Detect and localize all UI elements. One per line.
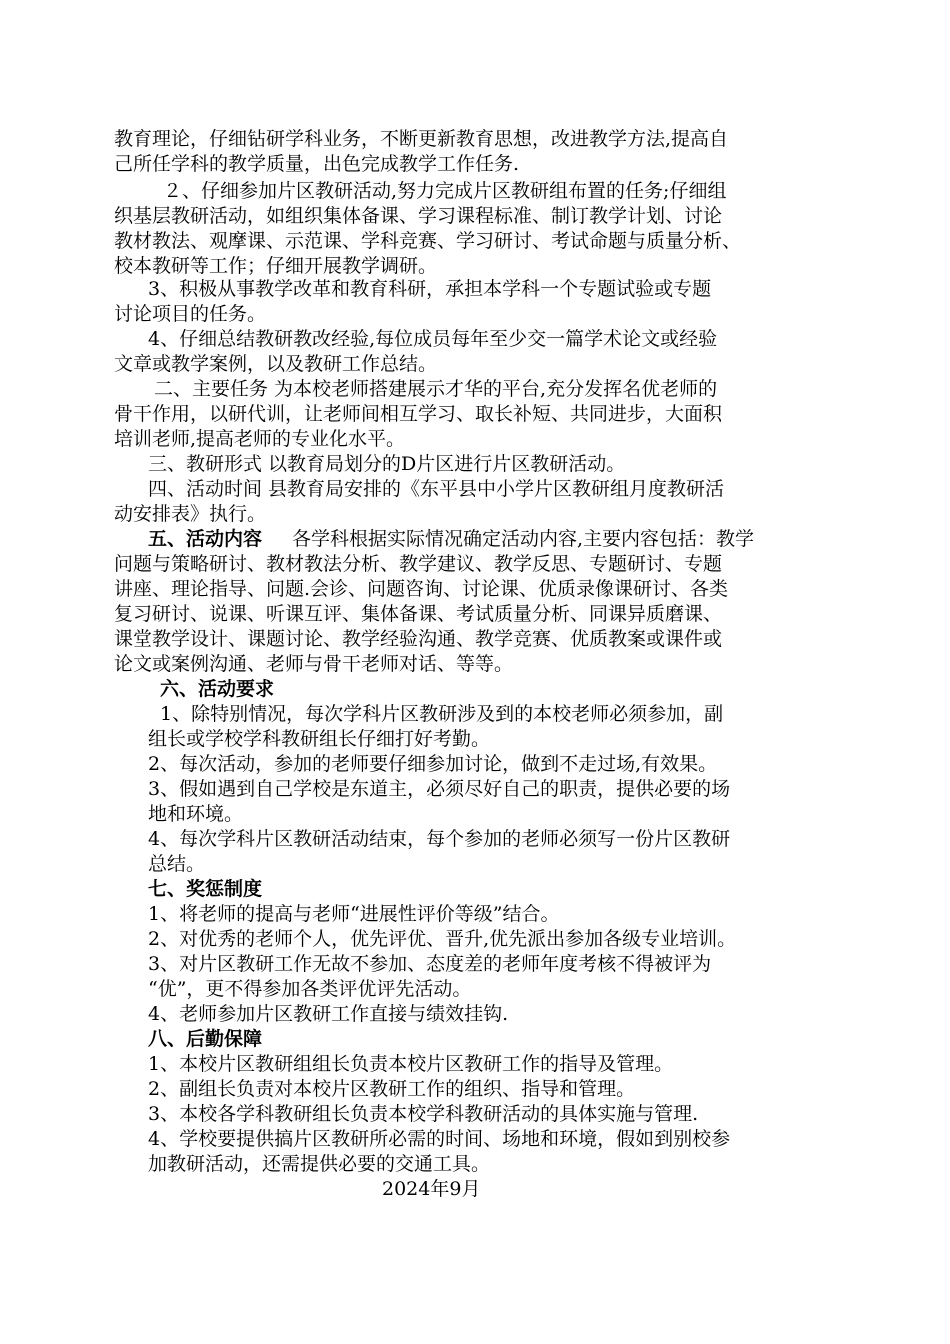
text-line: 加教研活动，还需提供必要的交通工具。	[148, 1153, 491, 1175]
text-line: 1、除特别情况，每次学科片区教研涉及到的本校老师必须参加，副	[160, 703, 724, 725]
text-line: 组长或学校学科教研组长仔细打好考勤。	[148, 728, 491, 750]
text-line: 文章或教学案例，以及教研工作总结。	[114, 353, 438, 375]
text-line: 讲座、理论指导、问题.会诊、问题咨询、讨论课、优质录像课研讨、各类	[114, 578, 729, 600]
text-line: 骨干作用，以研代训，让老师间相互学习、取长补短、共同进步，大面积	[114, 403, 723, 425]
text-line: 3、本校各学科教研组长负责本校学科教研活动的具体实施与管理.	[148, 1103, 699, 1125]
text-line: 二、主要任务 为本校老师搭建展示才华的平台,充分发挥名优老师的	[154, 378, 718, 400]
text-line: 地和环境。	[148, 803, 244, 825]
text-line: 4、仔细总结教研教改经验,每位成员每年至少交一篇学术论文或经验	[148, 328, 718, 350]
text-line: 教材教法、观摩课、示范课、学科竞赛、学习研讨、考试命题与质量分析、	[114, 230, 742, 252]
text-line: 三、教研形式 以教育局划分的D片区进行片区教研活动。	[148, 453, 626, 475]
text-line: 4、每次学科片区教研活动结束，每个参加的老师必须写一份片区教研	[148, 828, 731, 850]
text-line: 四、活动时间 县教育局安排的《东平县中小学片区教研组月度教研活	[148, 478, 725, 500]
text-line: 复习研讨、说课、听课互评、集体备课、考试质量分析、同课异质磨课、	[114, 603, 723, 625]
text-line: 1、本校片区教研组组长负责本校片区教研工作的指导及管理。	[148, 1053, 674, 1075]
text-line: 校本教研等工作；仔细开展教学调研。	[114, 255, 438, 277]
section-heading: 六、活动要求	[160, 678, 275, 700]
text-line: 2、对优秀的老师个人，优先评优、晋升,优先派出参加各级专业培训。	[148, 928, 737, 950]
section-heading: 八、后勤保障	[148, 1028, 263, 1050]
text-line: 论文或案例沟通、老师与骨干老师对话、等等。	[114, 653, 514, 675]
text-line: 1、将老师的提高与老师“进展性评价等级”结合。	[148, 903, 560, 925]
document-date: 2024年9月	[382, 1178, 481, 1200]
text-line: 2、副组长负责对本校片区教研工作的组织、指导和管理。	[148, 1078, 636, 1100]
text-line: 课堂教学设计、课题讨论、教学经验沟通、教学竞赛、优质教案或课件或	[114, 628, 723, 650]
text-line: 织基层教研活动，如组织集体备课、学习课程标准、制订教学计划、讨论	[114, 205, 723, 227]
text-line: 4、学校要提供搞片区教研所必需的时间、场地和环境，假如到别校参	[148, 1128, 731, 1150]
text-line: ２、仔细参加片区教研活动,努力完成片区教研组布置的任务;仔细组	[163, 180, 727, 202]
text-line: 动安排表》执行。	[114, 503, 267, 525]
text-line: 3、对片区教研工作无故不参加、态度差的老师年度考核不得被评为	[148, 953, 712, 975]
text-line: 3、假如遇到自己学校是东道主，必须尽好自己的职责，提供必要的场	[148, 778, 731, 800]
text-line: 各学科根据实际情况确定活动内容,主要内容包括：教学	[292, 528, 755, 550]
text-line: 3、积极从事教学改革和教育科研，承担本学科一个专题试验或专题	[148, 278, 712, 300]
text-line: 4、老师参加片区教研工作直接与绩效挂钩.	[148, 1003, 509, 1025]
section-heading: 五、活动内容	[148, 528, 263, 550]
text-line: 总结。	[148, 853, 206, 875]
text-line: 己所任学科的教学质量，出色完成教学工作任务.	[114, 153, 520, 175]
section-heading: 七、奖惩制度	[148, 878, 263, 900]
text-line: 讨论项目的任务。	[114, 303, 267, 325]
text-line: 2、每次活动，参加的老师要仔细参加讨论，做到不走过场,有效果。	[148, 753, 718, 775]
text-line: “优”，更不得参加各类评优评先活动。	[148, 978, 472, 1000]
text-line: 问题与策略研讨、教材教法分析、教学建议、教学反思、专题研讨、专题	[114, 553, 723, 575]
text-line: 培训老师,提高老师的专业化水平。	[114, 428, 406, 450]
text-line: 教育理论，仔细钻研学科业务，不断更新教育思想，改进教学方法,提高自	[114, 128, 729, 150]
